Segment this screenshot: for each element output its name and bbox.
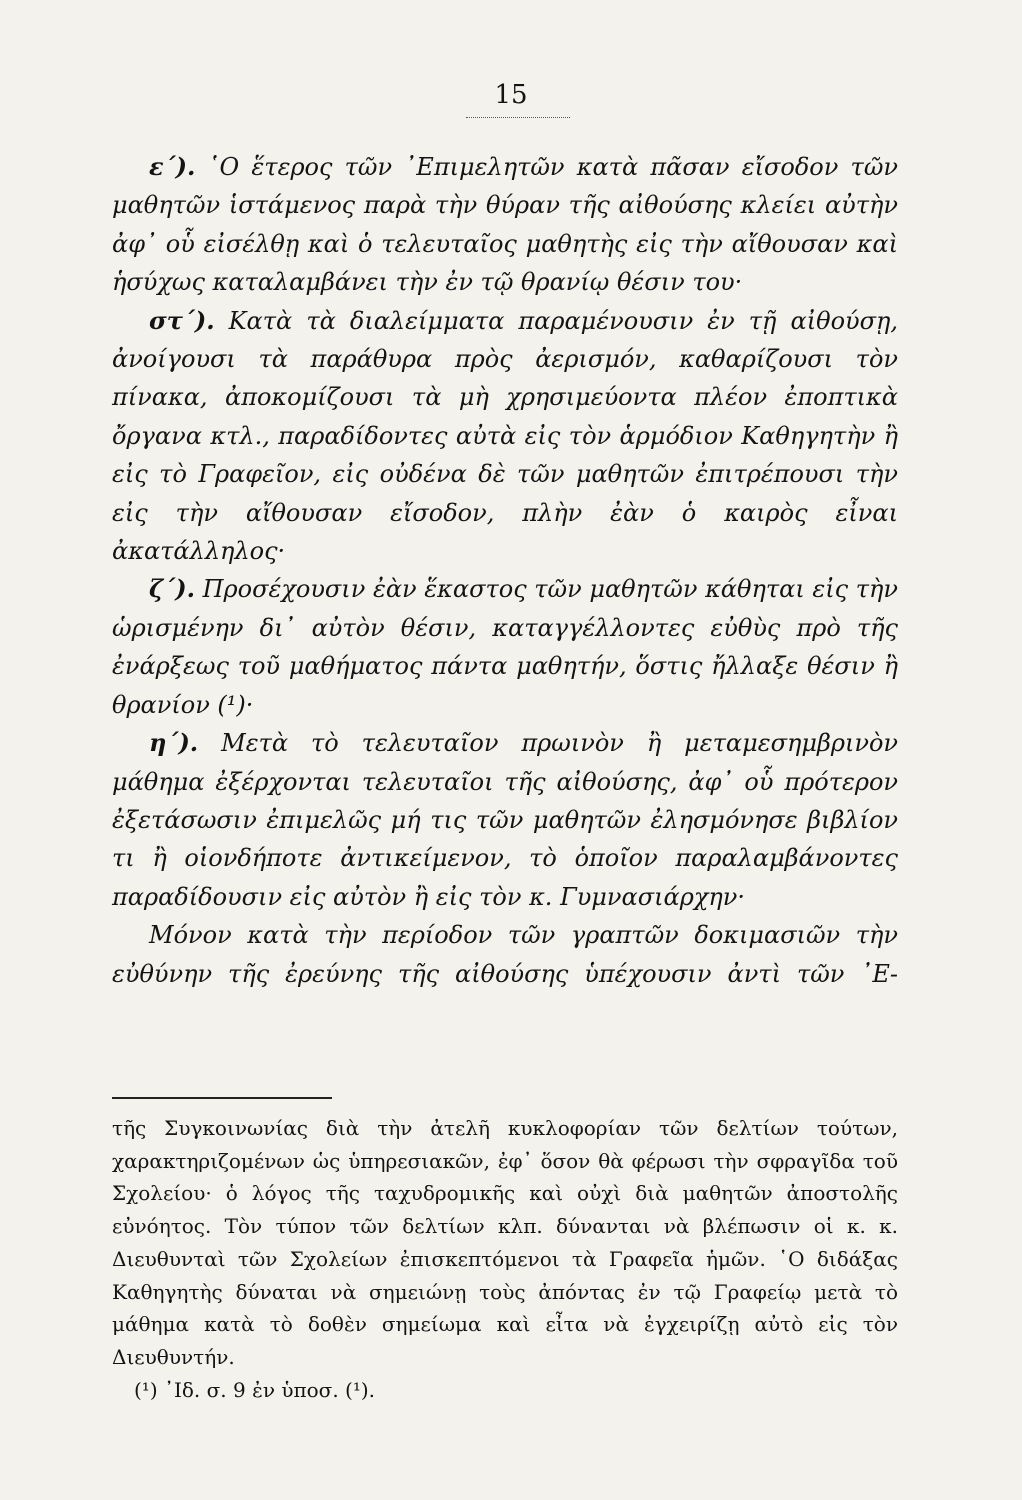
main-text (112, 148, 898, 993)
page-number: 15 (494, 80, 528, 110)
paragraph-marker: ε΄). (149, 152, 196, 181)
paragraph-marker: ζ΄). (149, 574, 195, 604)
paragraph-written-exams (112, 916, 898, 993)
paragraph-text: Κατὰ τὰ διαλείμματα παραμένουσιν ἐν τῇ αἰθούσῃ, ἀνοίγουσι τὰ παράθυρα πρὸς ἀερισμόν, καθαρίζουσι τὸν πίνακα, ἀποκομίζουσι τὰ μὴ χρησιμεύοντα πλέον ἐποπτικὰ ὄργανα κτλ., παραδίδοντες αὐτὰ εἰς τὸν ἁρμόδιον Καθηγητὴν ἢ εἰς τὸ Γραφεῖον, εἰς οὐδένα δὲ τῶν μαθητῶν ἐπιτρέπουσι τὴν εἰς τὴν αἴθουσαν εἴσοδον, πλὴν ἐὰν ὁ καιρὸς εἶναι ἀκατάλληλος· (112, 306, 898, 566)
paragraph-stigma (112, 302, 898, 571)
paragraph-epsilon (112, 148, 898, 302)
footnote-rule (112, 1097, 332, 1099)
paragraph-marker: η΄). (149, 728, 199, 758)
paragraph-marker: στ΄). (149, 305, 215, 335)
paragraph-text: ῾Ο ἕτερος τῶν ᾿Επιμελητῶν κατὰ πᾶσαν εἴσοδον τῶν μαθητῶν ἱστάμενος παρὰ τὴν θύραν τῆς αἰθούσης κλείει αὐτὴν ἀφ᾿ οὗ εἰσέλθῃ καὶ ὁ τελευταῖος μαθητὴς εἰς τὴν αἴθουσαν καὶ ἡσύχως καταλαμβάνει τὴν ἐν τῷ θρανίῳ θέσιν του· (112, 153, 898, 297)
paragraph-text: Προσέχουσιν ἐὰν ἕκαστος τῶν μαθητῶν κάθηται εἰς τὴν ὡρισμένην δι᾿ αὐτὸν θέσιν, καταγγέλλοντες εὐθὺς πρὸ τῆς ἐνάρξεως τοῦ μαθήματος πάντα μαθητήν, ὅστις ἤλλαξε θέσιν ἢ θρανίον (¹)· (112, 575, 898, 719)
footnote-continuation: τῆς Συγκοινωνίας διὰ τὴν ἀτελῆ κυκλοφορίαν τῶν δελτίων τούτων, χαρακτηριζομένων ὡς ὑπηρεσιακῶν, ἐφ᾿ ὅσον θὰ φέρωσι τὴν σφραγῖδα τοῦ Σχολείου· ὁ λόγος τῆς ταχυδρομικῆς καὶ οὐχὶ διὰ μαθητῶν ἀποστολῆς εὐνόητος. Τὸν τύπον τῶν δελτίων κλπ. δύνανται νὰ βλέπωσιν οἱ κ. κ. Διευθυνταὶ τῶν Σχολείων ἐπισκεπτόμενοι τὰ Γραφεῖα ἡμῶν. ῾Ο διδάξας Καθηγητὴς δύναται νὰ σημειώνῃ τοὺς ἀπόντας ἐν τῷ Γραφείῳ μετὰ τὸ μάθημα κατὰ τὸ δοθὲν σημείωμα καὶ εἶτα νὰ ἐγχειρίζῃ αὐτὸ εἰς τὸν Διευθυντήν. (112, 1116, 898, 1369)
paragraph-zeta (112, 570, 898, 724)
footnotes (112, 1112, 898, 1406)
page-number-rule (466, 117, 570, 118)
footnote-1: (¹) ᾿Ιδ. σ. 9 ἐν ὑποσ. (¹). (134, 1377, 376, 1402)
paragraph-eta (112, 724, 898, 916)
paragraph-text: Μετὰ τὸ τελευταῖον πρωινὸν ἢ μεταμεσημβρινὸν μάθημα ἐξέρχονται τελευταῖοι τῆς αἰθούσης, ἀφ᾿ οὗ πρότερον ἐξετάσωσιν ἐπιμελῶς μή τις τῶν μαθητῶν ἐλησμόνησε βιβλίον τι ἢ οἱονδήποτε ἀντικείμενον, τὸ ὁποῖον παραλαμβάνοντες παραδίδουσιν εἰς αὐτὸν ἢ εἰς τὸν κ. Γυμνασιάρχην· (112, 729, 898, 911)
paragraph-text: Μόνον κατὰ τὴν περίοδον τῶν γραπτῶν δοκιμασιῶν τὴν εὐθύνην τῆς ἐρεύνης τῆς αἰθούσης ὑπέχουσιν ἀντὶ τῶν ᾿Ε- (112, 921, 898, 988)
